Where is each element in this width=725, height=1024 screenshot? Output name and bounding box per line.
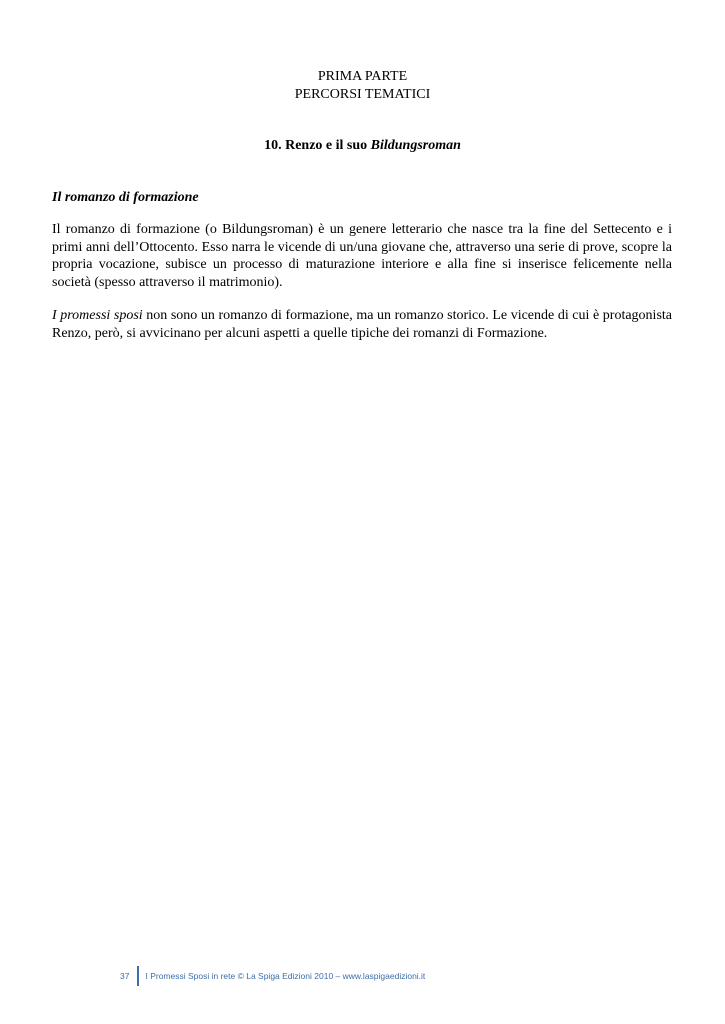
part-title: PRIMA PARTE [317, 69, 408, 84]
footer-copyright: I Promessi Sposi in rete © La Spiga Edizioni 2010 – www.laspigaedizioni.it [145, 971, 426, 981]
chapter-title-italic: Bildungsroman [370, 138, 461, 153]
section-heading: Il romanzo di formazione [52, 190, 199, 205]
paragraph-1: Il romanzo di formazione (o Bildungsroman) è un genere letterario che nasce tra la fine del Settecento e i primi anni dell’Ottocento. Esso narra le vicende di un/una giovane che, attraverso una serie di prove, scopre la propria vocazione, subisce un processo di maturazione interiore e alla fine si inserisce felicemente nella società (spesso attraverso il matrimonio). [52, 222, 672, 290]
part-subtitle: PERCORSI TEMATICI [294, 87, 431, 102]
paragraph-2 [52, 307, 672, 342]
chapter-title-text: 10. Renzo e il suo [264, 138, 371, 153]
chapter-title [0, 137, 725, 154]
book-title-italic: I promessi sposi [52, 308, 143, 323]
footer-divider [137, 966, 139, 986]
page-number: 37 [120, 971, 130, 981]
paragraph-2-text: non sono un romanzo di formazione, ma un romanzo storico. Le vicende di cui è protagonista Renzo, però, si avvicinano per alcuni aspetti a quelle tipiche dei romanzi di Formazione. [52, 308, 672, 341]
page-footer [120, 966, 425, 986]
